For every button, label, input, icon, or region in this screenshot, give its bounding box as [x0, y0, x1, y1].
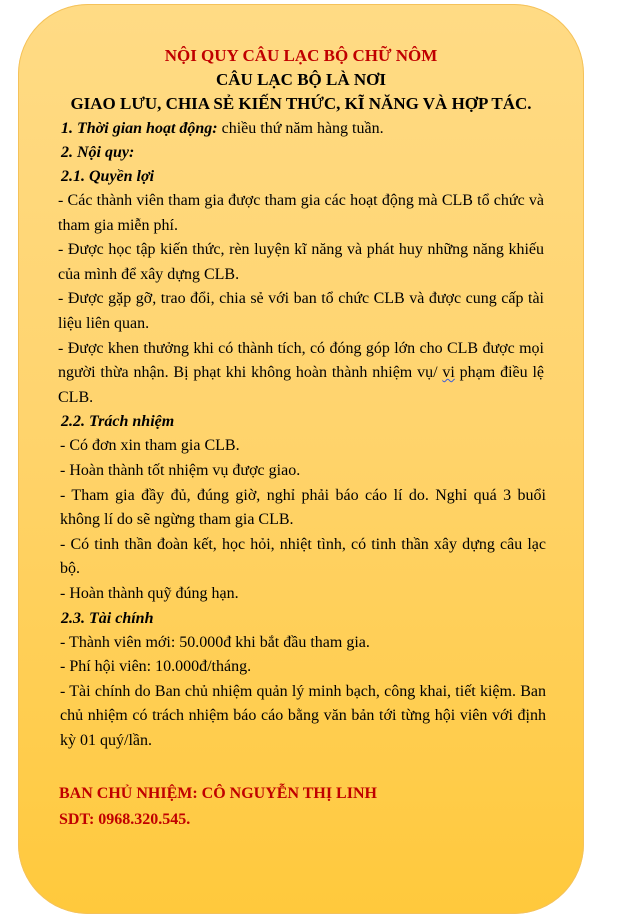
rights-list — [58, 189, 544, 410]
list-item: - Phí hội viên: 10.000đ/tháng. — [60, 658, 252, 676]
activity-time-value: chiều thứ năm hàng tuần. — [217, 120, 384, 137]
list-item: - Hoàn thành tốt nhiệm vụ được giao. — [60, 461, 301, 479]
title-club-rules: NỘI QUY CÂU LẠC BỘ CHỮ NÔM — [164, 46, 438, 65]
board-chair: BAN CHỦ NHIỆM: CÔ NGUYỄN THỊ LINH — [59, 785, 377, 803]
activity-time-label: 1. Thời gian hoạt động: — [61, 120, 218, 137]
list-item: - Thành viên mới: 50.000đ khi bắt đầu tham gia. — [60, 633, 370, 651]
finance-heading-label: 2.3. Tài chính — [61, 609, 154, 627]
finance-list — [60, 631, 546, 754]
duties-heading-label: 2.2. Trách nhiệm — [61, 413, 175, 431]
list-item: - Có tinh thần đoàn kết, học hỏi, nhiệt tình, có tinh thần xây dựng câu lạc bộ. — [60, 535, 546, 578]
list-item: - Có đơn xin tham gia CLB. — [60, 437, 240, 455]
phone-number: SDT: 0968.320.545. — [59, 811, 191, 829]
title-purpose: GIAO LƯU, CHIA SẺ KIẾN THỨC, KĨ NĂNG VÀ HỢP TÁC. — [70, 94, 532, 113]
list-item: - Tham gia đầy đủ, đúng giờ, nghỉ phải báo cáo lí do. Nghỉ quá 3 buổi không lí do sẽ ngừng tham gia CLB. — [60, 486, 546, 529]
list-item: - Được học tập kiến thức, rèn luyện kĩ năng và phát huy những năng khiếu của mình để xây dựng CLB. — [58, 241, 544, 283]
rights-heading — [60, 165, 542, 189]
reward-text: - Được khen thưởng khi có thành tích, có đóng góp lớn cho CLB được mọi người thừa nhận. Bị phạt khi không hoàn thành nhiệm vụ/ — [58, 339, 544, 382]
list-item: - Các thành viên tham gia được tham gia các hoạt động mà CLB tổ chức và tham gia miễn phí. — [58, 192, 544, 234]
list-item: - Tài chính do Ban chủ nhiệm quản lý minh bạch, công khai, tiết kiệm. Ban chủ nhiệm có trách nhiệm báo cáo bằng văn bản tới từng hội viên với định kỳ 01 quý/lần. — [60, 682, 546, 749]
list-item — [58, 337, 544, 411]
rules-heading-label: 2. Nội quy: — [61, 144, 135, 161]
list-item: - Được gặp gỡ, trao đổi, chia sẻ với ban tổ chức CLB và được cung cấp tài liệu liên quan. — [58, 290, 544, 332]
contact-block — [59, 781, 542, 833]
finance-heading — [60, 607, 542, 631]
spellcheck-word: vi — [442, 364, 455, 382]
rights-heading-label: 2.1. Quyền lợi — [61, 168, 155, 185]
rules-content — [58, 44, 546, 833]
section-activity-time — [60, 117, 542, 141]
duties-heading — [60, 410, 542, 434]
duties-list — [60, 434, 546, 606]
reward-text-end: phạm điều lệ CLB. — [58, 364, 544, 406]
list-item: - Hoàn thành quỹ đúng hạn. — [60, 584, 239, 602]
title-club-is: CÂU LẠC BỘ LÀ NƠI — [215, 70, 387, 89]
section-rules-heading — [60, 141, 542, 165]
title-block — [60, 44, 542, 116]
